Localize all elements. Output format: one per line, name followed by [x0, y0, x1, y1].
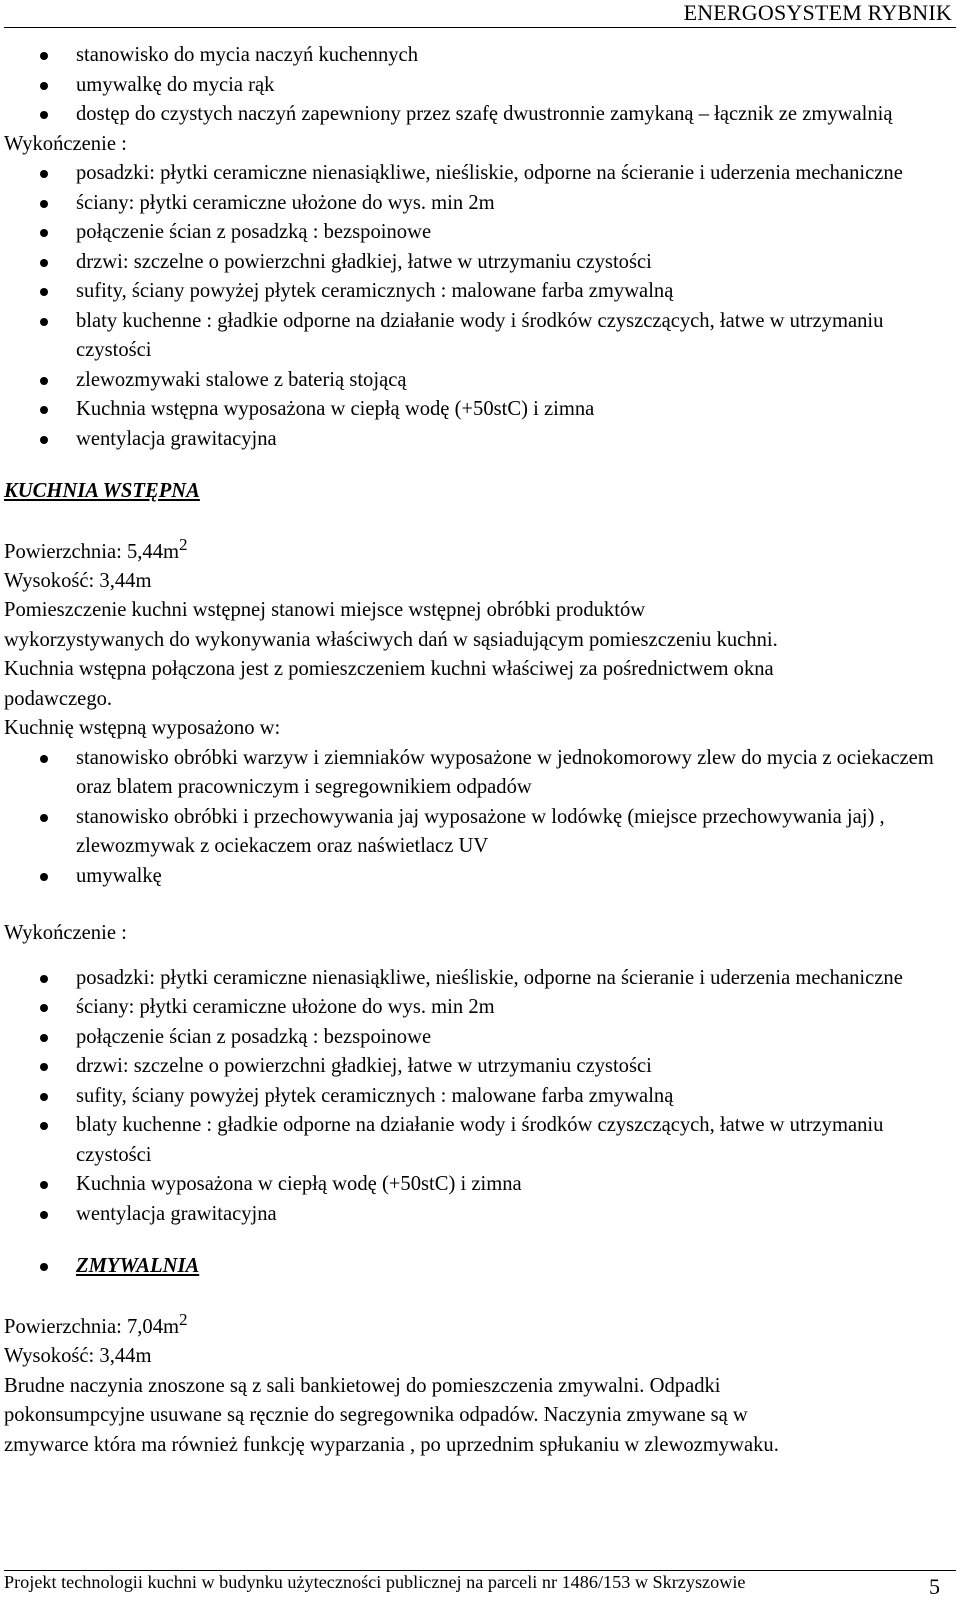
list-item: posadzki: płytki ceramiczne nienasiąkliwe, nieśliskie, odporne na ścieranie i uderzenia mechaniczne — [4, 964, 934, 994]
list-item: drzwi: szczelne o powierzchni gładkiej, łatwe w utrzymaniu czystości — [4, 248, 934, 278]
list-item — [4, 1252, 934, 1282]
document-header: ENERGOSYSTEM RYBNIK — [683, 0, 952, 25]
finish-list — [4, 964, 934, 1230]
list-item: stanowisko do mycia naczyń kuchennych — [4, 41, 934, 71]
height-line: Wysokość: 3,44m — [4, 1345, 152, 1368]
list-item: umywalkę do mycia rąk — [4, 71, 934, 101]
area-line — [4, 530, 934, 567]
list-item: Kuchnia wstępna wyposażona w ciepłą wodę (+50stC) i zimna — [4, 395, 934, 425]
paragraph-line: zmywarce która ma również funkcję wyparzania , po uprzednim spłukaniu w zlewozmywaku. — [4, 1433, 779, 1456]
intro-list — [4, 41, 934, 130]
paragraph-line: pokonsumpcyjne usuwane są ręcznie do segregownika odpadów. Naczynia zmywane są w — [4, 1404, 748, 1427]
list-item: ściany: płytki ceramiczne ułożone do wys. min 2m — [4, 189, 934, 219]
list-item: zlewozmywaki stalowe z baterią stojącą — [4, 366, 934, 396]
height-line: Wysokość: 3,44m — [4, 569, 152, 592]
list-item: umywalkę — [4, 862, 934, 892]
header-rule — [4, 27, 956, 28]
list-item: posadzki: płytki ceramiczne nienasiąkliwe, nieśliskie, odporne na ścieranie i uderzenia mechaniczne — [4, 159, 934, 189]
list-item: stanowisko obróbki i przechowywania jaj wyposażone w lodówkę (miejsce przechowywania jaj) , zlewozmywak z ociekaczem oraz naświetlacz UV — [4, 803, 934, 862]
section-heading: KUCHNIA WSTĘPNA — [4, 480, 200, 502]
paragraph-line: wykorzystywanych do wykonywania właściwych dań w sąsiadującym pomieszczeniu kuchni. — [4, 628, 778, 651]
section-heading: ZMYWALNIA — [76, 1255, 200, 1278]
list-item: Kuchnia wyposażona w ciepłą wodę (+50stC) i zimna — [4, 1170, 934, 1200]
list-item: stanowisko obróbki warzyw i ziemniaków wyposażone w jednokomorowy zlew do mycia z ociekaczem oraz blatem pracowniczym i segregownikiem odpadów — [4, 744, 934, 803]
equipment-label: Kuchnię wstępną wyposażono w: — [4, 717, 281, 740]
paragraph-line: Brudne naczynia znoszone są z sali bankietowej do pomieszczenia zmywalni. Odpadki — [4, 1374, 721, 1397]
finish-list — [4, 159, 934, 454]
document-footer: Projekt technologii kuchni w budynku użyteczności publicznej na parceli nr 1486/153 w Skrzyszowie — [4, 1572, 746, 1592]
list-item: dostęp do czystych naczyń zapewniony przez szafę dwustronnie zamykaną – łącznik ze zmywalnią — [4, 100, 934, 130]
list-item: ściany: płytki ceramiczne ułożone do wys. min 2m — [4, 993, 934, 1023]
list-item: drzwi: szczelne o powierzchni gładkiej, łatwe w utrzymaniu czystości — [4, 1052, 934, 1082]
area-superscript: 2 — [179, 534, 188, 554]
area-superscript: 2 — [179, 1309, 188, 1329]
document-body — [4, 41, 934, 1460]
section-heading-list — [4, 1252, 934, 1282]
finish-label: Wykończenie : — [4, 132, 127, 155]
area-label: Powierzchnia: 7,04m — [4, 1315, 180, 1338]
list-item: wentylacja grawitacyjna — [4, 425, 934, 455]
area-label: Powierzchnia: 5,44m — [4, 540, 180, 563]
list-item: połączenie ścian z posadzką : bezspoinowe — [4, 1023, 934, 1053]
area-line — [4, 1305, 934, 1342]
list-item: blaty kuchenne : gładkie odporne na działanie wody i środków czyszczących, łatwe w utrzymaniu czystości — [4, 1111, 934, 1170]
finish-label: Wykończenie : — [4, 922, 127, 945]
paragraph-line: Pomieszczenie kuchni wstępnej stanowi miejsce wstępnej obróbki produktów — [4, 599, 646, 622]
equipment-list — [4, 744, 934, 892]
page-number: 5 — [929, 1574, 940, 1599]
list-item: sufity, ściany powyżej płytek ceramicznych : malowane farba zmywalną — [4, 1082, 934, 1112]
list-item: połączenie ścian z posadzką : bezspoinowe — [4, 218, 934, 248]
list-item: wentylacja grawitacyjna — [4, 1200, 934, 1230]
paragraph-line: Kuchnia wstępna połączona jest z pomieszczeniem kuchni właściwej za pośrednictwem okna — [4, 658, 774, 681]
list-item: blaty kuchenne : gładkie odporne na działanie wody i środków czyszczących, łatwe w utrzymaniu czystości — [4, 307, 934, 366]
list-item: sufity, ściany powyżej płytek ceramicznych : malowane farba zmywalną — [4, 277, 934, 307]
footer-rule — [4, 1570, 956, 1571]
paragraph-line: podawczego. — [4, 687, 113, 710]
